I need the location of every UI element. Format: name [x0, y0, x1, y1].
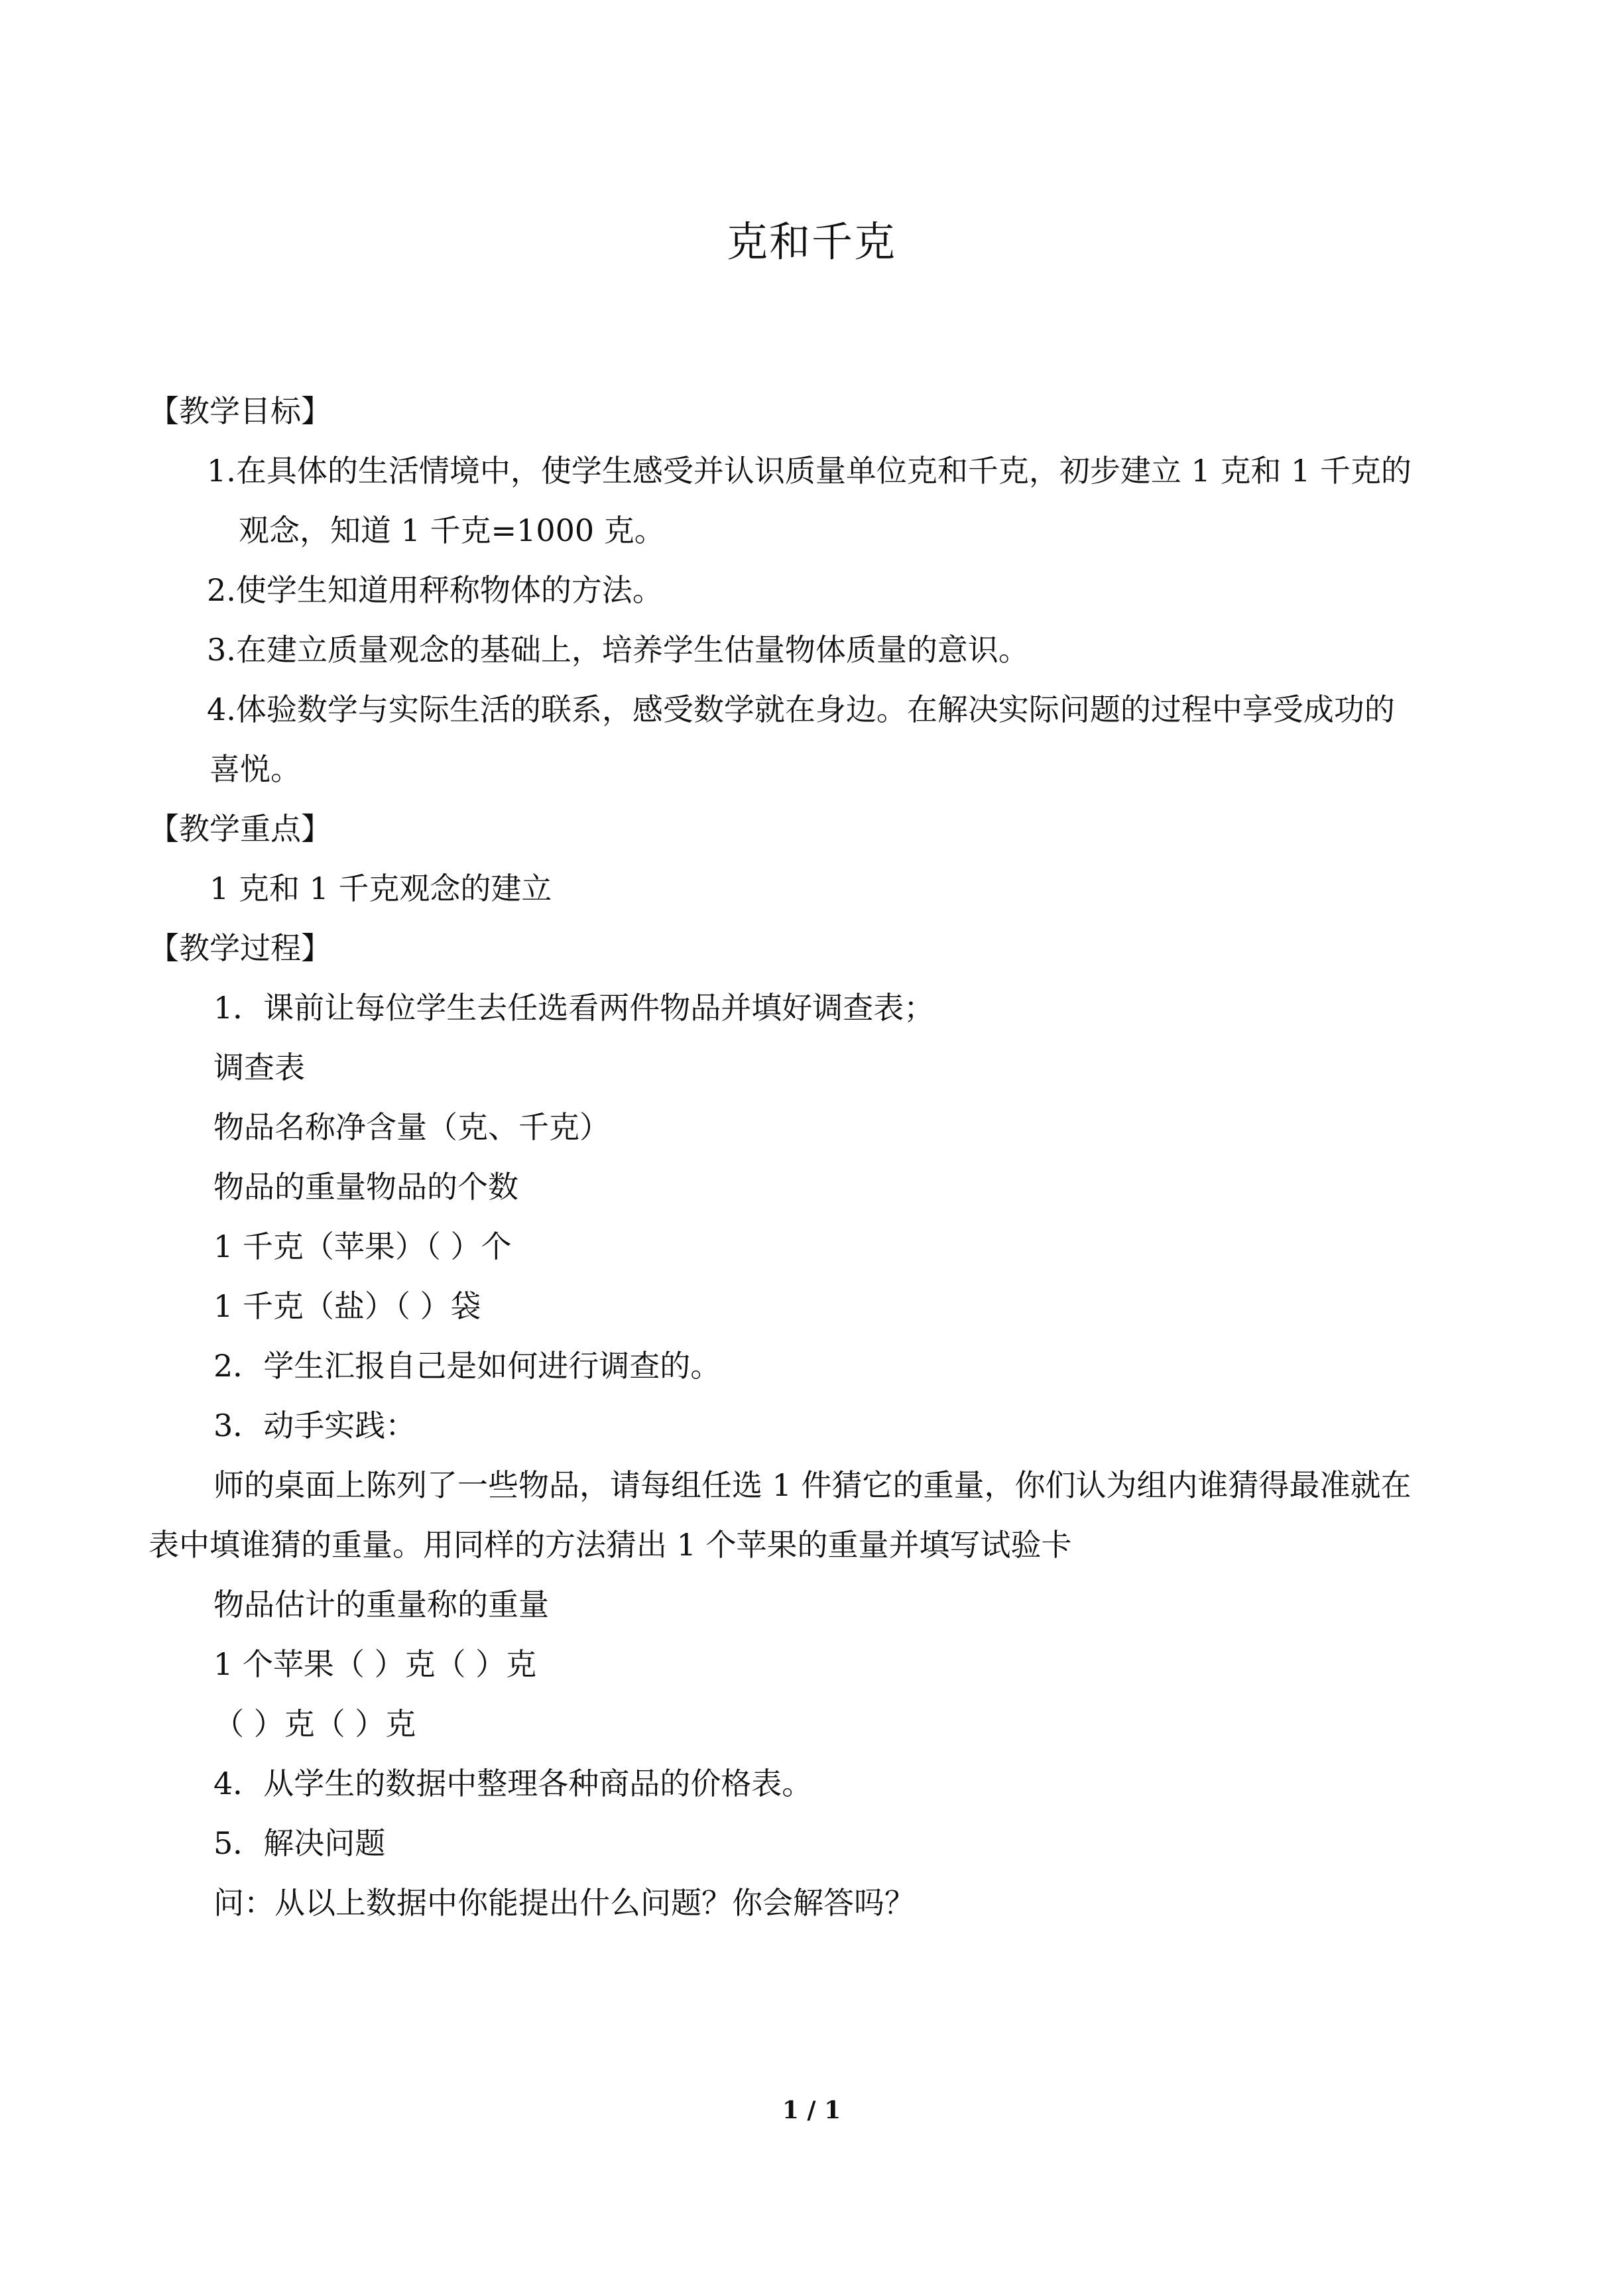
process-line: 调查表 [213, 1050, 305, 1085]
process-line: 物品名称净含量（克、千克） [213, 1109, 610, 1145]
process-line: 3．动手实践： [213, 1408, 416, 1443]
process-line: 物品的重量物品的个数 [213, 1169, 518, 1205]
key-point-text: 1 克和 1 千克观念的建立 [210, 871, 552, 906]
process-line: 2．学生汇报自己是如何进行调查的。 [213, 1348, 721, 1384]
objective-item-4: 4.体验数学与实际生活的联系，感受数学就在身边。在解决实际问题的过程中享受成功的 [207, 692, 1395, 727]
process-line: 5．解决问题 [213, 1825, 386, 1861]
objective-item-1-cont: 观念，知道 1 千克=1000 克。 [239, 513, 665, 548]
process-line: 4．从学生的数据中整理各种商品的价格表。 [213, 1766, 813, 1801]
section-heading-objectives: 【教学目标】 [149, 393, 331, 429]
process-line: （ ）克（ ）克 [213, 1706, 416, 1742]
objective-item-1: 1.在具体的生活情境中，使学生感受并认识质量单位克和千克，初步建立 1 克和 1 千克的 [207, 453, 1412, 489]
objective-item-2: 2.使学生知道用秤称物体的方法。 [207, 572, 663, 608]
objective-item-3: 3.在建立质量观念的基础上，培养学生估量物体质量的意识。 [207, 632, 1029, 668]
objective-item-4-cont: 喜悦。 [210, 751, 301, 787]
document-title: 克和千克 [726, 217, 896, 266]
process-line: 表中填谁猜的重量。用同样的方法猜出 1 个苹果的重量并填写试验卡 [149, 1527, 1072, 1563]
page-number: 1 / 1 [782, 2096, 841, 2124]
process-line: 1 千克（盐）（ ）袋 [213, 1288, 481, 1324]
process-line: 问：从以上数据中你能提出什么问题？你会解答吗？ [213, 1885, 915, 1921]
section-heading-process: 【教学过程】 [149, 930, 331, 966]
process-line: 师的桌面上陈列了一些物品，请每组任选 1 件猜它的重量，你们认为组内谁猜得最准就在 [213, 1467, 1412, 1503]
process-line: 1 千克（苹果）（ ）个 [213, 1229, 512, 1264]
process-line: 1 个苹果（ ）克（ ）克 [213, 1646, 537, 1682]
section-heading-key-points: 【教学重点】 [149, 811, 331, 847]
process-line: 物品估计的重量称的重量 [213, 1587, 549, 1622]
process-line: 1．课前让每位学生去任选看两件物品并填好调查表； [213, 990, 935, 1026]
